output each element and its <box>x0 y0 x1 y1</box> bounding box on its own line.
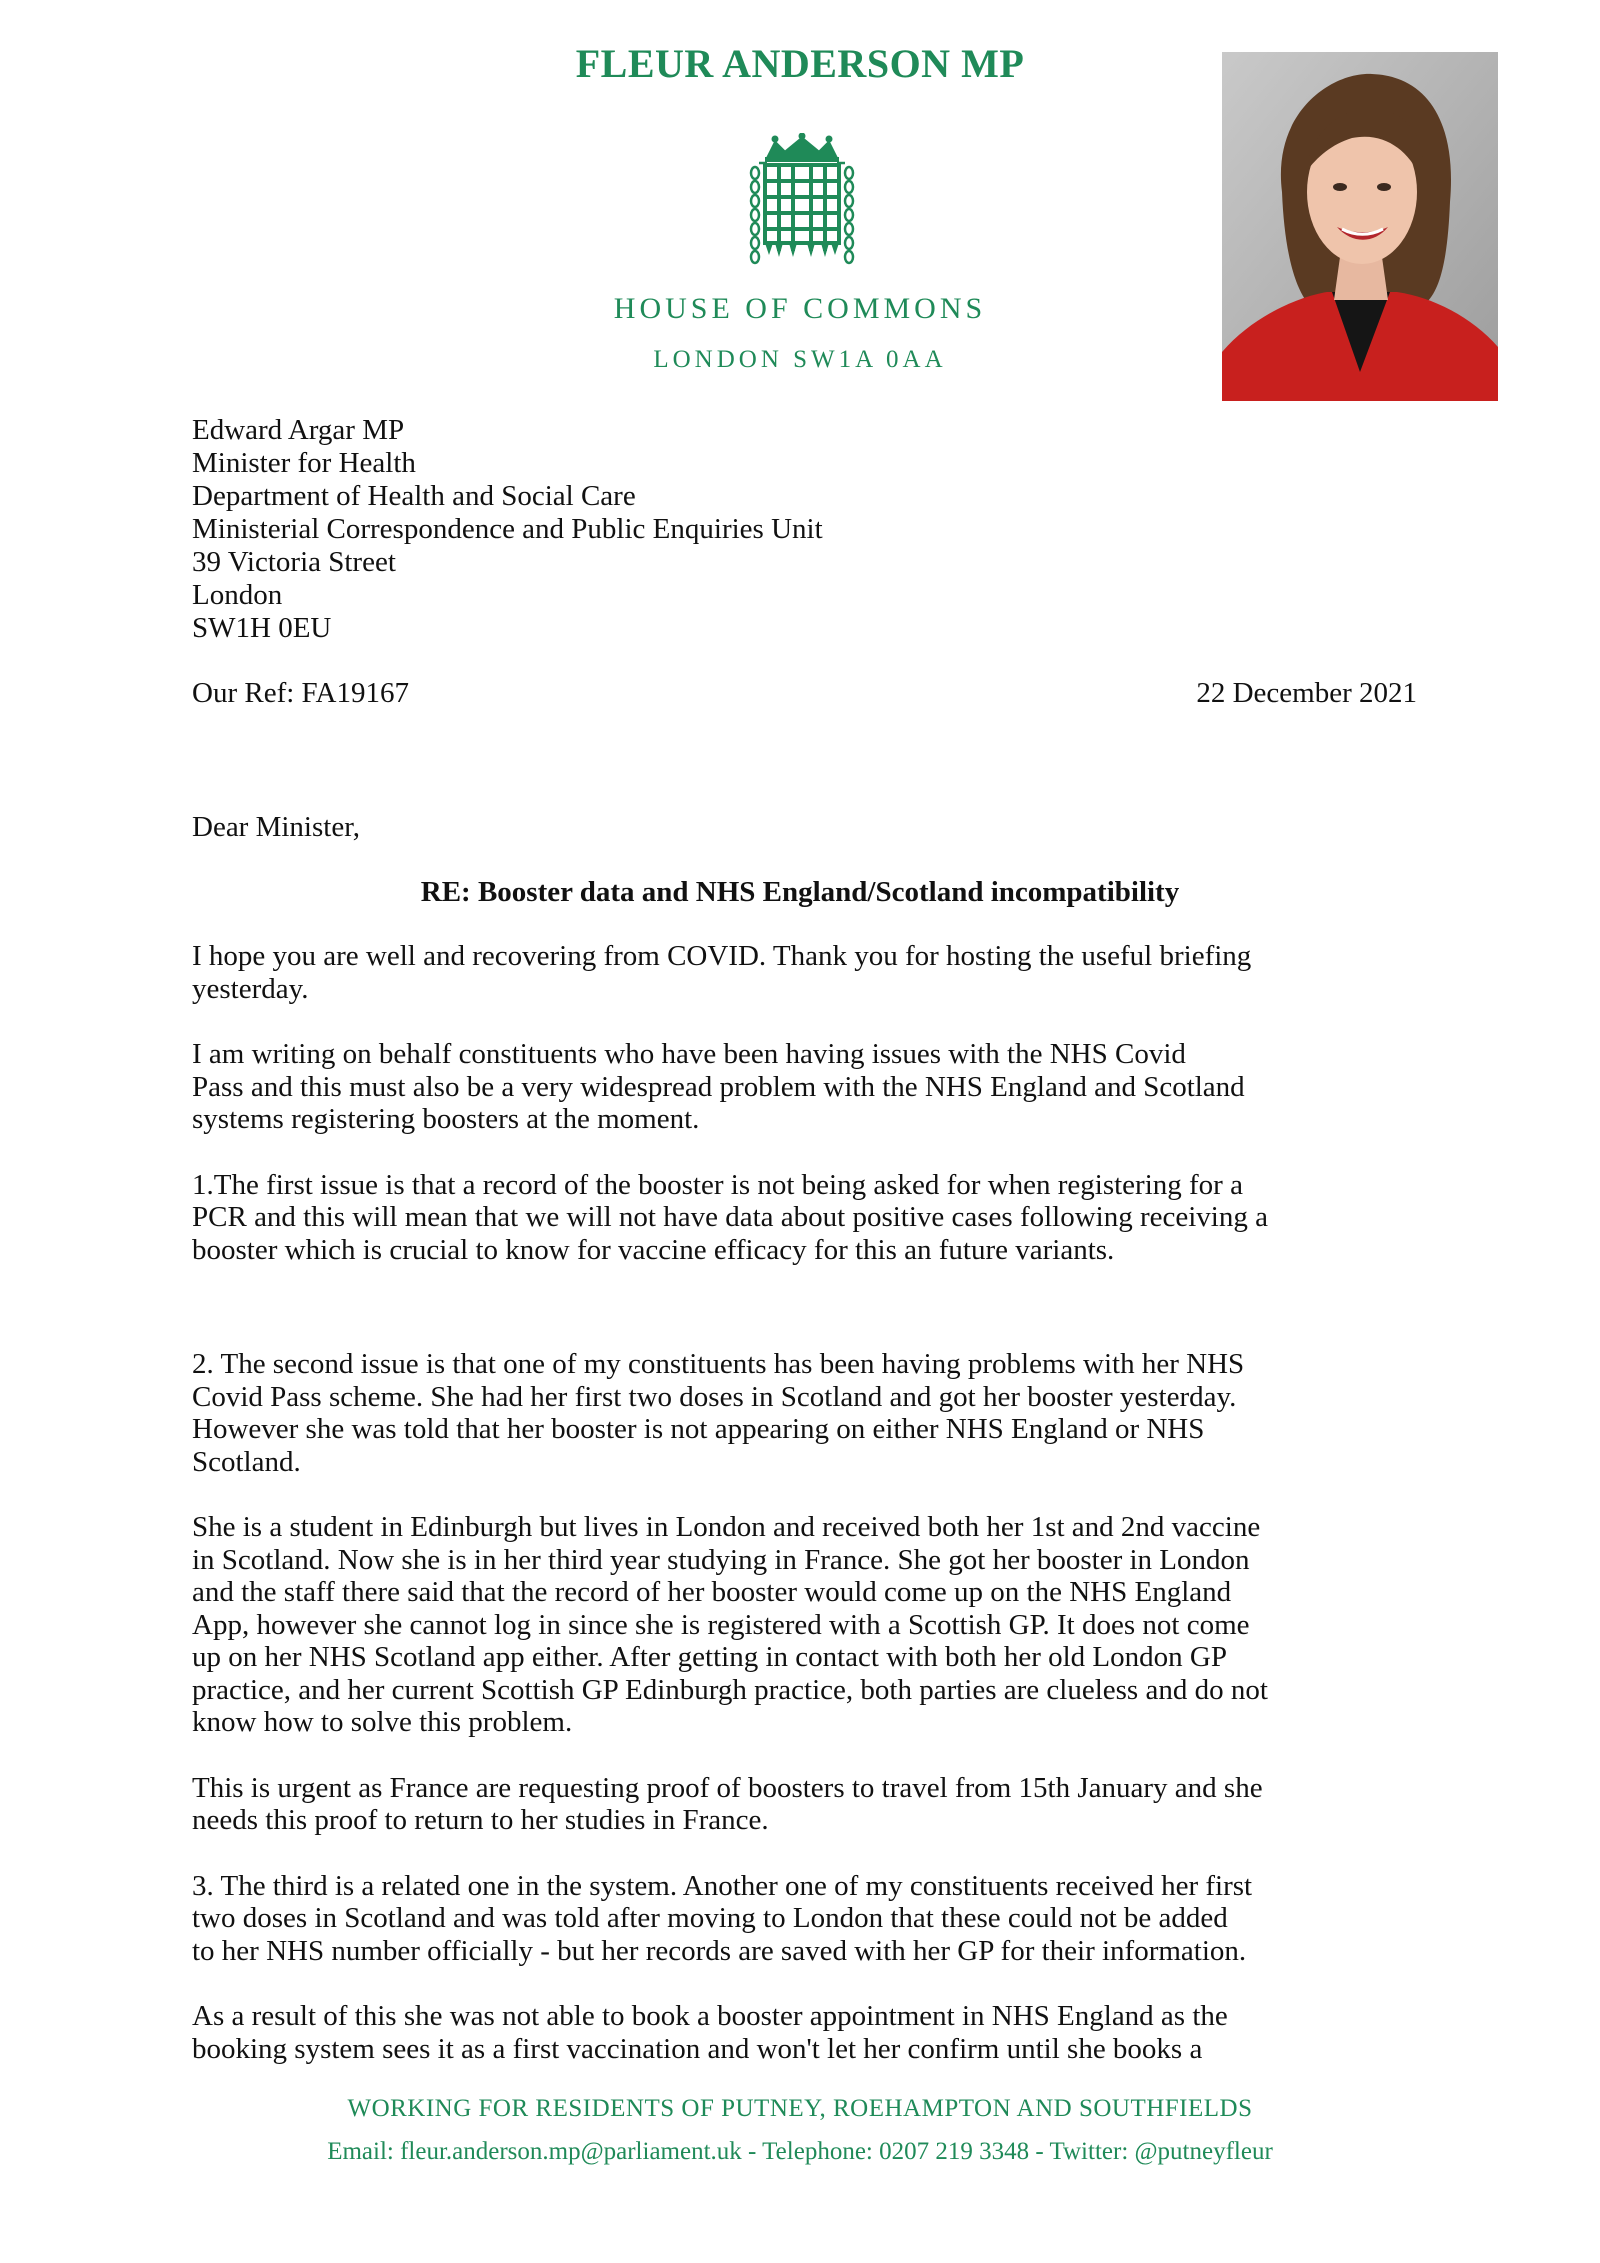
paragraph-5: She is a student in Edinburgh but lives in London and received both her 1st and 2nd vaccine in Scotland. Now she is in her third year studying in France. She got her booster in London and the staff there said that the record of her booster would come up on the NHS England App, however she cannot log in since she is registered with a Scottish GP. It does not come up on her NHS Scotland app either. After getting in contact with both her old London GP practice, and her current Scottish GP Edinburgh practice, both parties are clueless and do not know how to solve this problem. <box>192 1511 1268 1738</box>
letter-subject: RE: Booster data and NHS England/Scotland incompatibility <box>420 876 1180 908</box>
address-line: Edward Argar MP <box>192 414 405 446</box>
recipient-address <box>192 414 823 645</box>
paragraph-3: 1.The first issue is that a record of the booster is not being asked for when registering for a PCR and this will mean that we will not have data about positive cases following receiving a booster which is crucial to know for vaccine efficacy for this an future variants. <box>192 1168 1268 1266</box>
address-line: 39 Victoria Street <box>192 546 396 578</box>
address-line: Ministerial Correspondence and Public Enquiries Unit <box>192 513 823 545</box>
paragraph-6: This is urgent as France are requesting proof of boosters to travel from 15th January and she needs this proof to return to her studies in France. <box>192 1771 1263 1836</box>
address-line: London <box>192 579 283 611</box>
paragraph-8: As a result of this she was not able to book a booster appointment in NHS England as the booking system sees it as a first vaccination and won't let her confirm until she books a <box>192 2000 1228 2065</box>
letter-date: 22 December 2021 <box>1196 677 1417 709</box>
portrait-photo <box>1222 52 1498 401</box>
footer-contact: Email: fleur.anderson.mp@parliament.uk - Telephone: 0207 219 3348 - Twitter: @putneyfleur <box>327 2138 1273 2165</box>
address-line: SW1H 0EU <box>192 612 332 644</box>
paragraph-2: I am writing on behalf constituents who have been having issues with the NHS Covid Pass and this must also be a very widespread problem with the NHS England and Scotland systems registering boosters at the moment. <box>192 1038 1245 1135</box>
letterhead-address: LONDON SW1A 0AA <box>653 346 947 373</box>
our-reference: Our Ref: FA19167 <box>192 677 409 709</box>
paragraph-4: 2. The second issue is that one of my constituents has been having problems with her NHS Covid Pass scheme. She had her first two doses in Scotland and got her booster yesterday. However she was told that her booster is not appearing on either NHS England or NHS Scotland. <box>192 1348 1245 1478</box>
letter-body <box>192 940 1422 2065</box>
paragraph-1: I hope you are well and recovering from COVID. Thank you for hosting the useful briefing yesterday. <box>192 940 1252 1005</box>
letterhead-house: HOUSE OF COMMONS <box>613 292 987 325</box>
address-line: Department of Health and Social Care <box>192 480 636 512</box>
letterhead-name: FLEUR ANDERSON MP <box>575 41 1025 86</box>
portcullis-crest-icon <box>745 133 859 271</box>
address-line: Minister for Health <box>192 447 416 479</box>
footer-constituency: WORKING FOR RESIDENTS OF PUTNEY, ROEHAMPTON AND SOUTHFIELDS <box>347 2095 1253 2122</box>
paragraph-7: 3. The third is a related one in the system. Another one of my constituents received her first two doses in Scotland and was told after moving to London that these could not be added to her NHS number officially - but her records are saved with her GP for their information. <box>192 1869 1253 1967</box>
salutation: Dear Minister, <box>192 811 360 843</box>
